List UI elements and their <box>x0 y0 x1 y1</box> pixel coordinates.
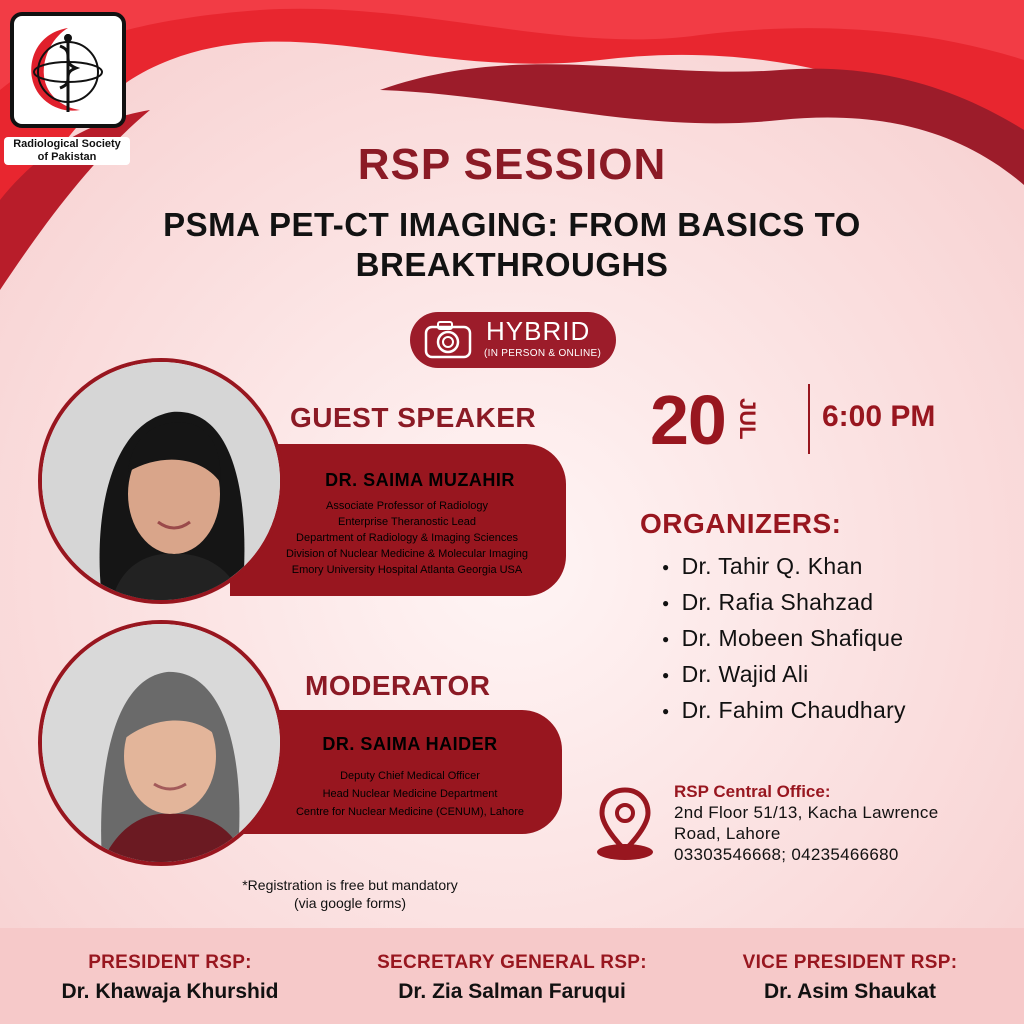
moderator-line: Head Nuclear Medicine Department <box>322 788 498 800</box>
president-name: Dr. Khawaja Khurshid <box>61 980 279 1003</box>
rsp-logo <box>10 12 126 128</box>
moderator-portrait <box>42 624 280 862</box>
secretary-role: SECRETARY GENERAL RSP: <box>377 952 647 973</box>
moderator-line: Deputy Chief Medical Officer <box>340 770 480 782</box>
location-phones: 03303546668; 04235466680 <box>674 845 899 864</box>
moderator-photo <box>38 620 284 866</box>
location-pin-icon <box>594 786 656 862</box>
guest-photo <box>38 358 284 604</box>
caduceus-crescent-logo-icon <box>14 16 122 124</box>
vice-president-block <box>700 952 1000 1004</box>
logo-caption-line1: Radiological Society <box>13 138 121 150</box>
secretary-name: Dr. Zia Salman Faruqui <box>398 980 626 1003</box>
moderator-line: Centre for Nuclear Medicine (CENUM), Lahore <box>295 806 525 818</box>
camera-icon <box>424 321 472 359</box>
organizers-heading: ORGANIZERS: <box>640 508 842 539</box>
hybrid-badge <box>410 312 616 368</box>
guest-portrait <box>42 362 280 600</box>
organizer-item: ● Dr. Wajid Ali <box>662 656 906 692</box>
organizer-item: ● Dr. Mobeen Shafique <box>662 620 906 656</box>
event-day: 20 <box>650 381 726 459</box>
organizer-item: ● Dr. Rafia Shahzad <box>662 584 906 620</box>
logo-caption-line2: of Pakistan <box>37 151 97 163</box>
guest-heading: GUEST SPEAKER <box>290 402 537 433</box>
subtitle-line1: PSMA PET-CT IMAGING: FROM BASICS TO <box>163 206 861 243</box>
guest-line: Enterprise Theranostic Lead <box>338 516 476 528</box>
president-block <box>20 952 320 1004</box>
guest-name: DR. SAIMA MUZAHIR <box>325 470 515 490</box>
moderator-name: DR. SAIMA HAIDER <box>322 734 498 754</box>
moderator-heading: MODERATOR <box>305 670 491 701</box>
location-title: RSP Central Office: <box>674 782 831 801</box>
secretary-block <box>352 952 672 1004</box>
vice-president-role: VICE PRESIDENT RSP: <box>742 952 958 973</box>
event-time: 6:00 PM <box>822 400 936 433</box>
footer-band <box>0 928 1024 1024</box>
location-address-1: 2nd Floor 51/13, Kacha Lawrence <box>674 803 939 822</box>
event-subtitle <box>90 205 934 285</box>
guest-line: Division of Nuclear Medicine & Molecular Imaging <box>285 548 529 560</box>
organizers-list <box>662 548 906 728</box>
organizer-item: ● Dr. Fahim Chaudhary <box>662 692 906 728</box>
subtitle-line2: BREAKTHROUGHS <box>355 246 669 283</box>
registration-line2: (via google forms) <box>293 895 407 911</box>
date-divider <box>808 384 810 454</box>
president-role: PRESIDENT RSP: <box>88 952 252 973</box>
guest-line: Department of Radiology & Imaging Sciences <box>296 532 518 544</box>
guest-line: Emory University Hospital Atlanta Georgia USA <box>291 564 523 576</box>
hybrid-label: HYBRID <box>486 316 591 346</box>
organizer-item: ● Dr. Tahir Q. Khan <box>662 548 906 584</box>
registration-note <box>200 876 500 912</box>
registration-line1: *Registration is free but mandatory <box>242 877 458 893</box>
hybrid-detail: (IN PERSON & ONLINE) <box>484 348 602 359</box>
event-title: RSP SESSION <box>357 140 667 189</box>
location-address-2: Road, Lahore <box>674 824 781 843</box>
vice-president-name: Dr. Asim Shaukat <box>764 980 936 1003</box>
event-month: JUL <box>735 398 760 440</box>
guest-line: Associate Professor of Radiology <box>325 500 489 512</box>
